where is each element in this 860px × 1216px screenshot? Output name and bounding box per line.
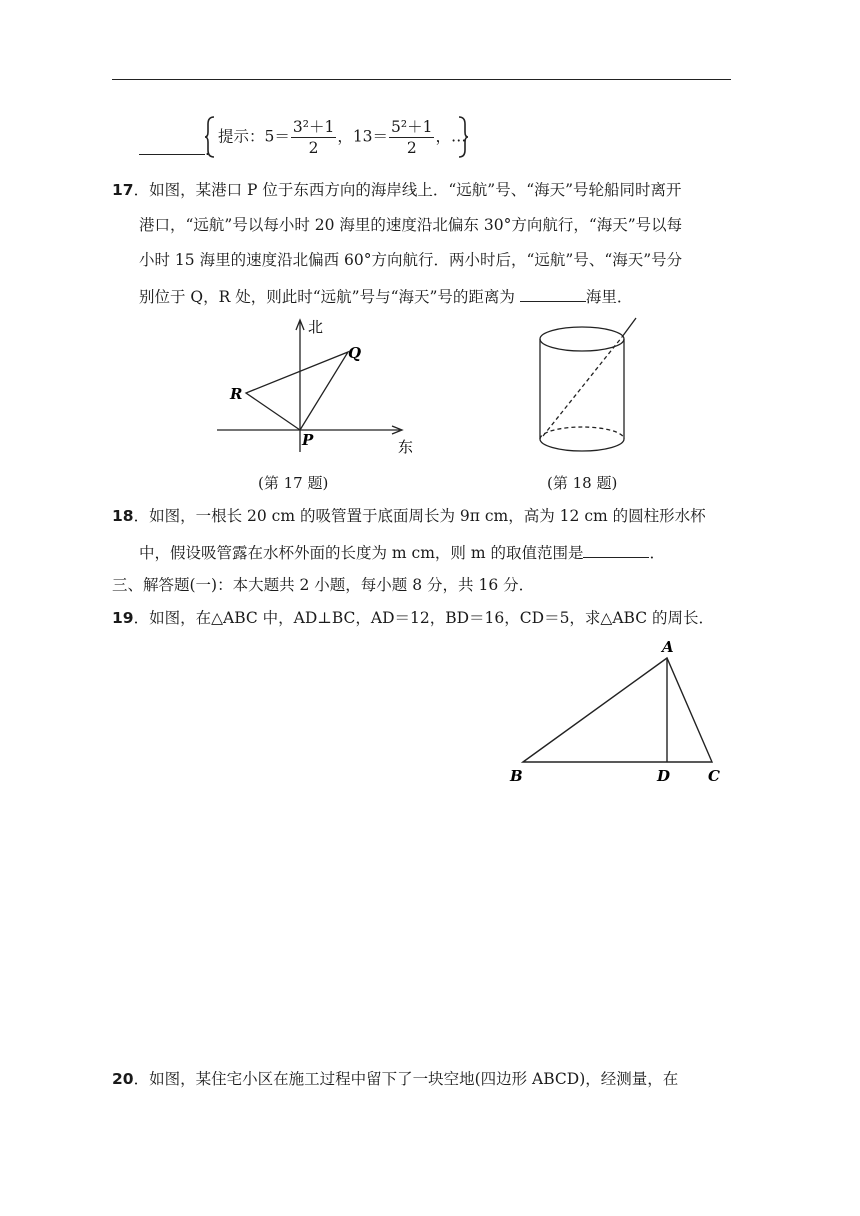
straw-outside bbox=[622, 318, 636, 337]
q17-line4: 别位于 Q，R 处，则此时“远航”号与“海天”号的距离为 海里． bbox=[139, 285, 632, 307]
right-brace bbox=[458, 116, 468, 158]
label-A: A bbox=[662, 638, 674, 656]
cup-top-ellipse bbox=[540, 327, 624, 351]
label-P: P bbox=[302, 431, 314, 449]
header-rule bbox=[112, 79, 731, 80]
figure-18 bbox=[528, 312, 648, 462]
caption-18: (第 18 题) bbox=[547, 474, 618, 492]
straw-inside bbox=[543, 337, 622, 436]
q19-text: 19．如图，在△ABC 中，AD⊥BC，AD＝12，BD＝16，CD＝5，求△ABC 的周长． bbox=[112, 609, 715, 627]
caption-17: (第 17 题) bbox=[258, 474, 329, 492]
q20-text: 20．如图，某住宅小区在施工过程中留下了一块空地(四边形 ABCD)，经测量，在 bbox=[112, 1070, 679, 1088]
triangle-PQR bbox=[246, 352, 348, 430]
hint-formula: 提示：5＝ $\frac{\text{3²＋1}}{2}$ ，13＝ $\frac{\text{5²＋1}}{2}$ ，… bbox=[218, 118, 467, 157]
q17-line2: 港口，“远航”号以每小时 20 海里的速度沿北偏东 30°方向航行，“海天”号以每 bbox=[139, 216, 683, 234]
figure-17 bbox=[212, 312, 422, 462]
fraction-2: $\frac{\text{5²＋1}}{2}$ bbox=[391, 118, 433, 157]
q18-line2: 中，假设吸管露在水杯外面的长度为 m cm，则 m 的取值范围是 ． bbox=[139, 541, 665, 563]
section-3-heading: 三、解答题(一)：本大题共 2 小题，每小题 8 分，共 16 分． bbox=[112, 576, 535, 594]
cup-bottom-front bbox=[540, 439, 624, 451]
fraction-1: $\frac{\text{3²＋1}}{2}$ bbox=[292, 118, 335, 157]
answer-blank-16: . bbox=[139, 138, 210, 160]
label-C: C bbox=[708, 767, 720, 785]
label-east: 东 bbox=[398, 438, 414, 456]
label-B: B bbox=[510, 767, 523, 785]
left-brace bbox=[205, 116, 215, 158]
label-Q: Q bbox=[348, 344, 362, 362]
q18-line1: 18．如图，一根长 20 cm 的吸管置于底面周长为 9π cm，高为 12 cm 的圆柱形水杯 bbox=[112, 507, 706, 525]
q17-line3: 小时 15 海里的速度沿北偏西 60°方向航行．两小时后，“远航”号、“海天”号分 bbox=[139, 251, 683, 269]
q17-line1: 17．如图，某港口 P 位于东西方向的海岸线上．“远航”号、“海天”号轮船同时离开 bbox=[112, 181, 682, 199]
triangle-ABC bbox=[523, 658, 712, 762]
label-D: D bbox=[657, 767, 671, 785]
label-R: R bbox=[230, 385, 243, 403]
label-north: 北 bbox=[308, 318, 324, 336]
cup-bottom-back bbox=[540, 427, 624, 439]
figure-19 bbox=[505, 634, 735, 792]
